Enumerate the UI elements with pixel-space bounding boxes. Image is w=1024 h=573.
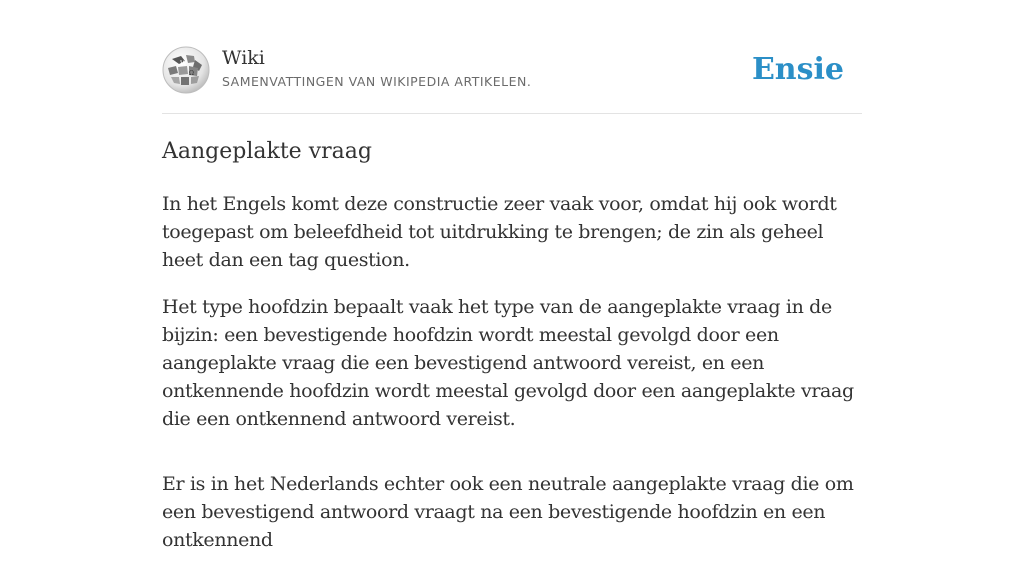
site-name[interactable]: Wiki (222, 47, 265, 69)
article-paragraph-3: Er is in het Nederlands echter ook een neutrale aangeplakte vraag die om een bevestigend antwoord vraagt na een bevestigende hoofdzin en een ontkennend (162, 473, 854, 551)
article-paragraph-1: In het Engels komt deze constructie zeer vaak voor, omdat hij ook wordt toegepast om beleefdheid tot uitdrukking te brengen; de zin als geheel heet dan een tag question. (162, 193, 837, 271)
ensie-brand-logo[interactable]: Ensie (751, 52, 844, 87)
site-tagline: SAMENVATTINGEN VAN WIKIPEDIA ARTIKELEN. (222, 74, 532, 89)
wikipedia-globe-icon[interactable] (162, 46, 210, 94)
article (162, 136, 862, 573)
article-paragraph-2: Het type hoofdzin bepaalt vaak het type van de aangeplakte vraag in de bijzin: een bevestigende hoofdzin wordt meestal gevolgd door een aangeplakte vraag die een bevestigend antwoord vereist, en een ontkennende hoofdzin wordt meestal gevolgd door een aangeplakte vraag die een ontkennend antwoord vereist. (162, 296, 854, 430)
svg-text:W: W (180, 60, 188, 68)
header-divider (162, 113, 862, 114)
article-title: Aangeplakte vraag (162, 139, 372, 164)
site-header (162, 46, 862, 96)
svg-text:Ω: Ω (189, 70, 194, 77)
